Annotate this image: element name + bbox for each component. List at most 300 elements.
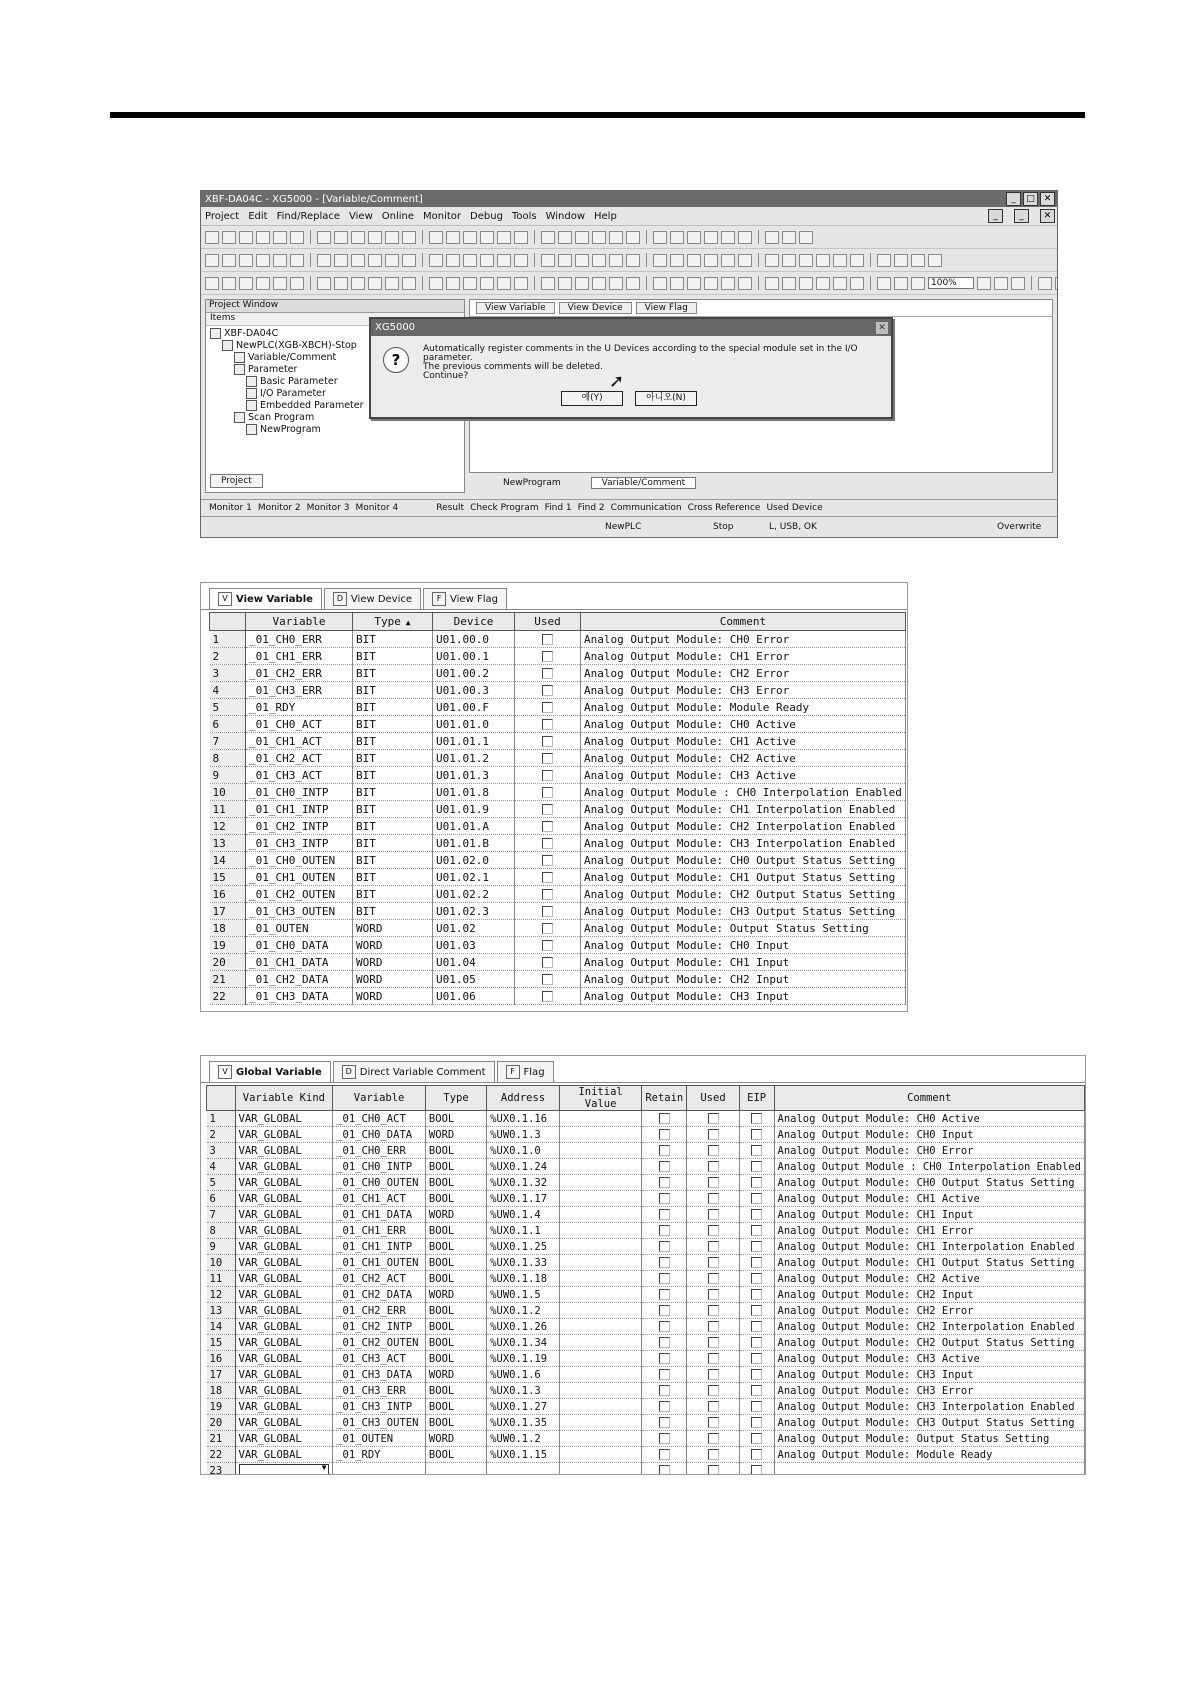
toolbar-button-icon[interactable]	[721, 277, 735, 290]
table-row[interactable]	[210, 920, 906, 937]
type-cell[interactable]: BOOL	[425, 1143, 486, 1159]
toolbar-button-icon[interactable]	[670, 277, 684, 290]
comment-cell[interactable]: Analog Output Module: CH0 Active	[581, 716, 906, 733]
toolbar-button-icon[interactable]	[738, 277, 752, 290]
toolbar-button-icon[interactable]	[626, 254, 640, 267]
eip-checkbox[interactable]	[751, 1113, 762, 1124]
variable-cell[interactable]: _01_RDY	[246, 699, 353, 716]
device-cell[interactable]: U01.01.9	[433, 801, 515, 818]
address-cell[interactable]: %UX0.1.16	[487, 1111, 560, 1127]
toolbar-button-icon[interactable]	[385, 231, 399, 244]
dialog-close-icon[interactable]: ✕	[876, 322, 888, 334]
menu-item-0[interactable]: Project	[205, 210, 240, 222]
comment-cell[interactable]: Analog Output Module: CH2 Output Status Setting	[581, 886, 906, 903]
variable-cell[interactable]: _01_CH3_OUTEN	[246, 903, 353, 920]
variable-cell[interactable]: _01_CH0_OUTEN	[333, 1175, 426, 1191]
table-row[interactable]	[210, 954, 906, 971]
toolbar-button-icon[interactable]	[833, 277, 847, 290]
type-cell[interactable]: BIT	[353, 784, 433, 801]
table-row[interactable]	[207, 1223, 1085, 1239]
table-row[interactable]	[210, 733, 906, 750]
toolbar-button-icon[interactable]	[609, 277, 623, 290]
retain-checkbox[interactable]	[659, 1401, 670, 1412]
toolbar-button-icon[interactable]	[653, 254, 667, 267]
retain-checkbox[interactable]	[659, 1337, 670, 1348]
address-cell[interactable]: %UX0.1.24	[487, 1159, 560, 1175]
eip-checkbox[interactable]	[751, 1465, 762, 1475]
column-header[interactable]: Device	[433, 613, 515, 631]
table-row[interactable]	[207, 1447, 1085, 1463]
type-cell[interactable]: BIT	[353, 665, 433, 682]
table-row[interactable]	[207, 1367, 1085, 1383]
toolbar-button-icon[interactable]	[205, 277, 219, 290]
device-cell[interactable]: U01.05	[433, 971, 515, 988]
used-checkbox[interactable]	[708, 1353, 719, 1364]
initial-value-cell[interactable]	[559, 1351, 641, 1367]
comment-cell[interactable]: Analog Output Module: CH0 Output Status Setting	[774, 1175, 1085, 1191]
comment-cell[interactable]: Analog Output Module: Module Ready	[774, 1447, 1085, 1463]
type-cell[interactable]: BIT	[353, 682, 433, 699]
eip-checkbox[interactable]	[751, 1337, 762, 1348]
type-cell[interactable]: WORD	[353, 920, 433, 937]
table-row[interactable]	[207, 1287, 1085, 1303]
used-checkbox[interactable]	[708, 1273, 719, 1284]
used-checkbox[interactable]	[542, 685, 553, 696]
used-checkbox[interactable]	[542, 923, 553, 934]
used-checkbox[interactable]	[542, 668, 553, 679]
variable-cell[interactable]: _01_CH1_INTP	[333, 1239, 426, 1255]
used-checkbox[interactable]	[542, 804, 553, 815]
table-row[interactable]	[210, 750, 906, 767]
used-checkbox[interactable]	[708, 1465, 719, 1475]
comment-cell[interactable]: Analog Output Module: CH0 Error	[581, 631, 906, 648]
variable-cell[interactable]: _01_CH2_INTP	[333, 1319, 426, 1335]
column-header[interactable]: Used	[687, 1086, 740, 1111]
toolbar-button-icon[interactable]	[626, 231, 640, 244]
variable-cell[interactable]: _01_CH3_ERR	[246, 682, 353, 699]
toolbar-button-icon[interactable]	[575, 231, 589, 244]
variable-cell[interactable]: _01_CH1_DATA	[333, 1207, 426, 1223]
variable-cell[interactable]: _01_CH1_ERR	[333, 1223, 426, 1239]
device-cell[interactable]: U01.02.2	[433, 886, 515, 903]
output-tab[interactable]: Check Program	[470, 503, 539, 513]
table-row[interactable]	[210, 784, 906, 801]
mdi-close-icon[interactable]: ✕	[1040, 209, 1055, 223]
address-cell[interactable]: %UX0.1.18	[487, 1271, 560, 1287]
toolbar-button-icon[interactable]	[463, 277, 477, 290]
type-cell[interactable]: BOOL	[425, 1271, 486, 1287]
toolbar-button-icon[interactable]	[256, 231, 270, 244]
project-tab[interactable]	[210, 474, 263, 488]
address-cell[interactable]: %UX0.1.35	[487, 1415, 560, 1431]
initial-value-cell[interactable]	[559, 1207, 641, 1223]
output-tab[interactable]: Used Device	[766, 503, 823, 513]
toolbar-button-icon[interactable]	[497, 231, 511, 244]
used-checkbox[interactable]	[542, 719, 553, 730]
toolbar-button-icon[interactable]	[721, 254, 735, 267]
editor-tab[interactable]: View Variable	[476, 302, 555, 314]
variable-kind-cell[interactable]: VAR_GLOBAL	[235, 1127, 333, 1143]
eip-checkbox[interactable]	[751, 1385, 762, 1396]
table-row[interactable]	[210, 852, 906, 869]
variable-kind-cell[interactable]: VAR_GLOBAL	[235, 1319, 333, 1335]
table-row[interactable]	[207, 1271, 1085, 1287]
comment-cell[interactable]: Analog Output Module: CH3 Interpolation Enabled	[581, 835, 906, 852]
table-row[interactable]	[207, 1191, 1085, 1207]
retain-checkbox[interactable]	[659, 1209, 670, 1220]
eip-checkbox[interactable]	[751, 1257, 762, 1268]
type-cell[interactable]: BIT	[353, 852, 433, 869]
table-row[interactable]	[207, 1303, 1085, 1319]
panel-tab-1[interactable]	[333, 1061, 495, 1082]
variable-kind-cell[interactable]: VAR_GLOBAL	[235, 1207, 333, 1223]
table-row[interactable]	[210, 886, 906, 903]
type-cell[interactable]: BIT	[353, 801, 433, 818]
toolbar-button-icon[interactable]	[541, 254, 555, 267]
menu-item-9[interactable]: Help	[594, 210, 617, 222]
table-row[interactable]	[207, 1399, 1085, 1415]
mdi-restore-icon[interactable]: _	[1014, 209, 1029, 223]
type-cell[interactable]: BIT	[353, 818, 433, 835]
toolbar-button-icon[interactable]	[290, 254, 304, 267]
used-checkbox[interactable]	[708, 1289, 719, 1300]
table-row[interactable]	[210, 699, 906, 716]
table-row[interactable]	[210, 869, 906, 886]
type-cell[interactable]: BOOL	[425, 1415, 486, 1431]
maximize-icon[interactable]: □	[1023, 192, 1038, 206]
used-checkbox[interactable]	[708, 1385, 719, 1396]
type-cell[interactable]: BOOL	[425, 1447, 486, 1463]
retain-checkbox[interactable]	[659, 1145, 670, 1156]
output-tab[interactable]: Cross Reference	[687, 503, 761, 513]
variable-cell[interactable]: _01_CH0_ACT	[246, 716, 353, 733]
comment-cell[interactable]: Analog Output Module: CH3 Input	[581, 988, 906, 1005]
table-row[interactable]	[207, 1319, 1085, 1335]
variable-cell[interactable]: _01_CH2_OUTEN	[246, 886, 353, 903]
device-cell[interactable]: U01.00.1	[433, 648, 515, 665]
variable-kind-cell[interactable]: VAR_GLOBAL	[235, 1447, 333, 1463]
column-header[interactable]: Variable Kind	[235, 1086, 333, 1111]
initial-value-cell[interactable]	[559, 1191, 641, 1207]
toolbar-button-icon[interactable]	[463, 254, 477, 267]
type-cell[interactable]: WORD	[353, 971, 433, 988]
toolbar-button-icon[interactable]	[497, 277, 511, 290]
address-cell[interactable]: %UX0.1.0	[487, 1143, 560, 1159]
column-header[interactable]: Retain	[642, 1086, 687, 1111]
retain-checkbox[interactable]	[659, 1273, 670, 1284]
doc-tab-newprogram[interactable]: NewProgram	[503, 478, 561, 488]
toolbar-button-icon[interactable]	[558, 231, 572, 244]
comment-cell[interactable]: Analog Output Module: CH1 Active	[581, 733, 906, 750]
type-cell[interactable]: BIT	[353, 733, 433, 750]
retain-checkbox[interactable]	[659, 1465, 670, 1475]
variable-cell[interactable]: _01_CH3_ACT	[246, 767, 353, 784]
eip-checkbox[interactable]	[751, 1449, 762, 1460]
table-row[interactable]	[207, 1255, 1085, 1271]
toolbar-button-icon[interactable]	[480, 231, 494, 244]
menu-item-2[interactable]: Find/Replace	[276, 210, 341, 222]
variable-kind-cell[interactable]: VAR_GLOBAL	[235, 1159, 333, 1175]
table-row[interactable]	[210, 665, 906, 682]
variable-kind-cell[interactable]: VAR_GLOBAL	[235, 1287, 333, 1303]
initial-value-cell[interactable]	[559, 1431, 641, 1447]
variable-cell[interactable]: _01_OUTEN	[246, 920, 353, 937]
type-cell[interactable]: BOOL	[425, 1255, 486, 1271]
address-cell[interactable]: %UX0.1.26	[487, 1319, 560, 1335]
eip-checkbox[interactable]	[751, 1129, 762, 1140]
toolbar-button-icon[interactable]	[334, 254, 348, 267]
toolbar-button-icon[interactable]	[429, 254, 443, 267]
used-checkbox[interactable]	[708, 1225, 719, 1236]
toolbar-button-icon[interactable]	[799, 254, 813, 267]
variable-cell[interactable]: _01_CH1_ACT	[333, 1191, 426, 1207]
toolbar-button-icon[interactable]	[273, 254, 287, 267]
comment-cell[interactable]: Analog Output Module: CH1 Interpolation Enabled	[581, 801, 906, 818]
toolbar-button-icon[interactable]	[239, 231, 253, 244]
comment-cell[interactable]: Analog Output Module: Output Status Setting	[581, 920, 906, 937]
editor-tab[interactable]: View Device	[559, 302, 632, 314]
toolbar-button-icon[interactable]	[687, 254, 701, 267]
variable-cell[interactable]: _01_CH0_ACT	[333, 1111, 426, 1127]
comment-cell[interactable]: Analog Output Module: CH3 Error	[581, 682, 906, 699]
toolbar-button-icon[interactable]	[738, 231, 752, 244]
no-button[interactable]: 아니오(N)	[635, 391, 697, 406]
device-cell[interactable]: U01.04	[433, 954, 515, 971]
column-header[interactable]: Type ▲	[353, 613, 433, 631]
toolbar-button-icon[interactable]	[446, 277, 460, 290]
type-cell[interactable]: BOOL	[425, 1399, 486, 1415]
eip-checkbox[interactable]	[751, 1305, 762, 1316]
comment-cell[interactable]: Analog Output Module: CH0 Input	[581, 937, 906, 954]
type-cell[interactable]: WORD	[425, 1287, 486, 1303]
toolbar-button-icon[interactable]	[514, 277, 528, 290]
toolbar-button-icon[interactable]	[368, 254, 382, 267]
device-cell[interactable]: U01.06	[433, 988, 515, 1005]
toolbar-button-icon[interactable]	[704, 277, 718, 290]
variable-kind-cell[interactable]: VAR_GLOBAL	[235, 1335, 333, 1351]
variable-cell[interactable]: _01_RDY	[333, 1447, 426, 1463]
retain-checkbox[interactable]	[659, 1369, 670, 1380]
variable-kind-cell[interactable]: VAR_GLOBAL	[235, 1111, 333, 1127]
toolbar-button-icon[interactable]	[351, 254, 365, 267]
device-cell[interactable]: U01.02.1	[433, 869, 515, 886]
type-cell[interactable]: BOOL	[425, 1383, 486, 1399]
type-cell[interactable]: WORD	[353, 988, 433, 1005]
device-cell[interactable]: U01.00.0	[433, 631, 515, 648]
toolbar-button-icon[interactable]	[670, 254, 684, 267]
eip-checkbox[interactable]	[751, 1241, 762, 1252]
type-cell[interactable]: BIT	[353, 869, 433, 886]
retain-checkbox[interactable]	[659, 1353, 670, 1364]
variable-kind-cell[interactable]: VAR_GLOBAL	[235, 1239, 333, 1255]
retain-checkbox[interactable]	[659, 1433, 670, 1444]
initial-value-cell[interactable]	[559, 1239, 641, 1255]
toolbar-button-icon[interactable]	[222, 254, 236, 267]
eip-checkbox[interactable]	[751, 1433, 762, 1444]
variable-kind-cell[interactable]: VAR_GLOBAL	[235, 1415, 333, 1431]
output-tab[interactable]: Communication	[610, 503, 682, 513]
toolbar-button-icon[interactable]	[317, 231, 331, 244]
type-cell[interactable]: BIT	[353, 750, 433, 767]
mdi-minimize-icon[interactable]: _	[988, 209, 1003, 223]
variable-cell[interactable]: _01_CH2_ACT	[333, 1271, 426, 1287]
table-row[interactable]	[207, 1239, 1085, 1255]
table-row[interactable]	[210, 818, 906, 835]
used-checkbox[interactable]	[542, 991, 553, 1002]
panel-tab-0[interactable]	[209, 1061, 331, 1082]
column-header[interactable]: Address	[487, 1086, 560, 1111]
toolbar-button-icon[interactable]	[290, 277, 304, 290]
column-header[interactable]: Type	[425, 1086, 486, 1111]
table-row[interactable]	[207, 1415, 1085, 1431]
toolbar-button-icon[interactable]	[911, 254, 925, 267]
comment-cell[interactable]: Analog Output Module: CH1 Interpolation Enabled	[774, 1239, 1085, 1255]
type-cell[interactable]: WORD	[425, 1127, 486, 1143]
toolbar-button-icon[interactable]	[334, 231, 348, 244]
address-cell[interactable]: %UW0.1.3	[487, 1127, 560, 1143]
used-checkbox[interactable]	[542, 940, 553, 951]
table-row[interactable]	[207, 1383, 1085, 1399]
toolbar-button-icon[interactable]	[592, 254, 606, 267]
toolbar-button-icon[interactable]	[653, 231, 667, 244]
table-row[interactable]	[210, 835, 906, 852]
yes-button[interactable]: 예(Y)	[561, 391, 623, 406]
variable-cell[interactable]: _01_CH0_ERR	[333, 1143, 426, 1159]
monitor-tab[interactable]: Monitor 2	[257, 503, 301, 513]
zoom-select[interactable]: 100%	[928, 277, 974, 289]
column-header[interactable]: EIP	[739, 1086, 774, 1111]
variable-cell[interactable]: _01_CH1_ACT	[246, 733, 353, 750]
toolbar-button-icon[interactable]	[402, 231, 416, 244]
comment-cell[interactable]: Analog Output Module: CH3 Output Status Setting	[774, 1415, 1085, 1431]
used-checkbox[interactable]	[542, 770, 553, 781]
panel-tab-2[interactable]	[423, 588, 507, 609]
toolbar-button-icon[interactable]	[385, 277, 399, 290]
variable-kind-cell[interactable]: VAR_GLOBAL	[235, 1303, 333, 1319]
initial-value-cell[interactable]	[559, 1111, 641, 1127]
toolbar-button-icon[interactable]	[290, 231, 304, 244]
toolbar-button-icon[interactable]	[256, 277, 270, 290]
initial-value-cell[interactable]	[559, 1463, 641, 1476]
new-row[interactable]	[207, 1463, 1085, 1476]
toolbar-button-icon[interactable]	[894, 277, 908, 290]
used-checkbox[interactable]	[708, 1161, 719, 1172]
toolbar-button-icon[interactable]	[480, 254, 494, 267]
variable-kind-cell[interactable]: VAR_GLOBAL	[235, 1223, 333, 1239]
initial-value-cell[interactable]	[559, 1319, 641, 1335]
initial-value-cell[interactable]	[559, 1159, 641, 1175]
doc-tab-variable-comment[interactable]: Variable/Comment	[591, 477, 697, 489]
address-cell[interactable]: %UX0.1.19	[487, 1351, 560, 1367]
toolbar-button-icon[interactable]	[1038, 277, 1052, 290]
variable-kind-cell[interactable]: VAR_GLOBAL	[235, 1351, 333, 1367]
toolbar-button-icon[interactable]	[1011, 277, 1025, 290]
type-cell[interactable]: WORD	[353, 937, 433, 954]
comment-cell[interactable]: Analog Output Module: CH2 Output Status Setting	[774, 1335, 1085, 1351]
variable-cell[interactable]: _01_OUTEN	[333, 1431, 426, 1447]
type-cell[interactable]: BIT	[353, 648, 433, 665]
toolbar-button-icon[interactable]	[222, 277, 236, 290]
initial-value-cell[interactable]	[559, 1415, 641, 1431]
comment-cell[interactable]: Analog Output Module: CH3 Output Status Setting	[581, 903, 906, 920]
monitor-tab[interactable]: Monitor 1	[209, 503, 252, 513]
variable-cell[interactable]: _01_CH1_OUTEN	[333, 1255, 426, 1271]
variable-cell[interactable]: _01_CH0_DATA	[246, 937, 353, 954]
type-cell[interactable]: BOOL	[425, 1351, 486, 1367]
toolbar-button-icon[interactable]	[317, 254, 331, 267]
used-checkbox[interactable]	[542, 872, 553, 883]
type-cell[interactable]: WORD	[425, 1431, 486, 1447]
variable-cell[interactable]: _01_CH2_ERR	[246, 665, 353, 682]
used-checkbox[interactable]	[542, 838, 553, 849]
toolbar-button-icon[interactable]	[687, 231, 701, 244]
initial-value-cell[interactable]	[559, 1175, 641, 1191]
address-cell[interactable]	[487, 1463, 560, 1476]
used-checkbox[interactable]	[542, 906, 553, 917]
comment-cell[interactable]: Analog Output Module: CH1 Input	[581, 954, 906, 971]
comment-cell[interactable]: Analog Output Module: CH0 Error	[774, 1143, 1085, 1159]
comment-cell[interactable]: Analog Output Module: CH3 Active	[581, 767, 906, 784]
comment-cell[interactable]: Analog Output Module: CH1 Output Status Setting	[774, 1255, 1085, 1271]
used-checkbox[interactable]	[542, 855, 553, 866]
eip-checkbox[interactable]	[751, 1401, 762, 1412]
menu-item-5[interactable]: Monitor	[423, 210, 462, 222]
toolbar-button-icon[interactable]	[239, 254, 253, 267]
type-cell[interactable]: WORD	[353, 954, 433, 971]
table-row[interactable]	[210, 631, 906, 648]
table-row[interactable]	[210, 801, 906, 818]
device-cell[interactable]: U01.01.2	[433, 750, 515, 767]
table-row[interactable]	[210, 648, 906, 665]
toolbar-button-icon[interactable]	[704, 231, 718, 244]
toolbar-button-icon[interactable]	[782, 254, 796, 267]
toolbar-button-icon[interactable]	[653, 277, 667, 290]
comment-cell[interactable]: Analog Output Module: CH3 Input	[774, 1367, 1085, 1383]
eip-checkbox[interactable]	[751, 1209, 762, 1220]
retain-checkbox[interactable]	[659, 1241, 670, 1252]
toolbar-button-icon[interactable]	[402, 277, 416, 290]
variable-cell[interactable]: _01_CH2_ERR	[333, 1303, 426, 1319]
retain-checkbox[interactable]	[659, 1161, 670, 1172]
toolbar-button-icon[interactable]	[541, 231, 555, 244]
eip-checkbox[interactable]	[751, 1417, 762, 1428]
column-header[interactable]: Variable	[246, 613, 353, 631]
type-cell[interactable]: BOOL	[425, 1335, 486, 1351]
comment-cell[interactable]: Analog Output Module: CH2 Active	[774, 1271, 1085, 1287]
toolbar-button-icon[interactable]	[541, 277, 555, 290]
device-cell[interactable]: U01.00.3	[433, 682, 515, 699]
variable-kind-cell[interactable]: VAR_GLOBAL	[235, 1143, 333, 1159]
retain-checkbox[interactable]	[659, 1225, 670, 1236]
menu-item-8[interactable]: Window	[545, 210, 585, 222]
comment-cell[interactable]: Analog Output Module: CH1 Active	[774, 1191, 1085, 1207]
comment-cell[interactable]: Analog Output Module: CH2 Error	[774, 1303, 1085, 1319]
toolbar-button-icon[interactable]	[687, 277, 701, 290]
retain-checkbox[interactable]	[659, 1289, 670, 1300]
address-cell[interactable]: %UX0.1.1	[487, 1223, 560, 1239]
toolbar-button-icon[interactable]	[446, 254, 460, 267]
type-cell[interactable]	[425, 1463, 486, 1476]
used-checkbox[interactable]	[542, 974, 553, 985]
address-cell[interactable]: %UX0.1.25	[487, 1239, 560, 1255]
toolbar-button-icon[interactable]	[222, 231, 236, 244]
toolbar-button-icon[interactable]	[558, 277, 572, 290]
toolbar-button-icon[interactable]	[816, 254, 830, 267]
eip-checkbox[interactable]	[751, 1193, 762, 1204]
toolbar-button-icon[interactable]	[670, 231, 684, 244]
used-checkbox[interactable]	[708, 1401, 719, 1412]
monitor-tab[interactable]: Monitor 3	[306, 503, 350, 513]
